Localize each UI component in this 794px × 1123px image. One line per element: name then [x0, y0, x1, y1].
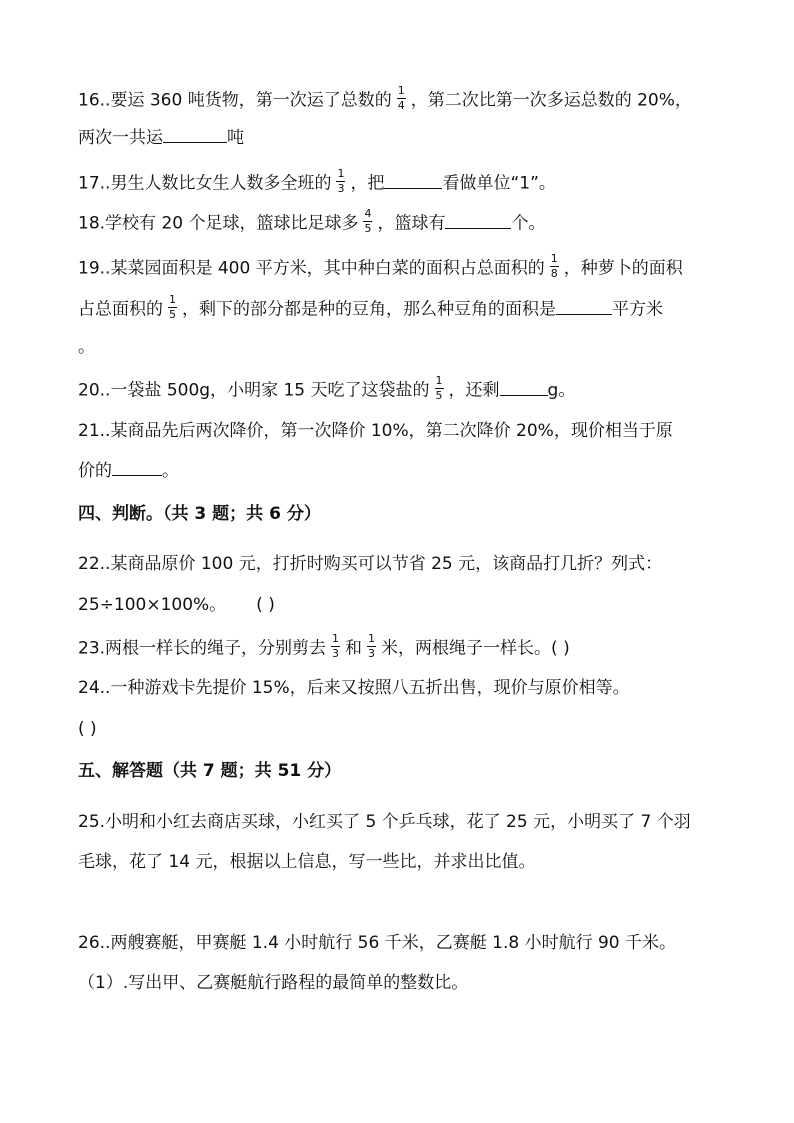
q18-answer-blank[interactable] [445, 212, 511, 229]
q23-text-c: 米，两根绳子一样长。( ) [381, 638, 570, 659]
q16-text-c: 两次一共运 [78, 128, 163, 148]
q18-text-b: ，篮球有 [377, 213, 446, 234]
q22-text-a: 22..某商品原价 100 元，打折时购买可以节省 25 元，该商品打几折？列式： [78, 554, 663, 574]
q17-text-b: ，把 [350, 173, 385, 194]
fraction-one-third: $\frac{1}{3}$ [332, 632, 340, 660]
q23-text-b: 和 [345, 638, 363, 659]
q24-text-a: 24..一种游戏卡先提价 15%，后来又按照八五折出售，现价与原价相等。 [78, 678, 630, 698]
q19-text-c: 占总面积的 [78, 299, 163, 320]
question-18 [78, 207, 546, 237]
q21-answer-blank[interactable] [112, 459, 162, 476]
section-4-heading: 四、判断。（共 3 题；共 6 分） [78, 504, 321, 524]
fraction-one-quarter: $\frac{1}{4}$ [397, 84, 405, 112]
q19-text-a: 19..某菜园面积是 400 平方米，其中种白菜的面积占总面积的 [78, 258, 545, 279]
q21-text-c: 。 [162, 461, 179, 481]
q17-text-c: 看做单位“1”。 [442, 173, 556, 194]
question-24-line-2 [78, 718, 97, 740]
q19-text-f: 。 [78, 337, 95, 357]
question-16-line-1 [78, 84, 692, 114]
question-19-line-3 [78, 336, 95, 358]
q23-text-a: 23.两根一样长的绳子，分别剪去 [78, 638, 327, 659]
question-19-line-1 [78, 252, 683, 282]
question-24-line-1 [78, 677, 630, 699]
question-26-part-1 [78, 972, 468, 994]
fraction-one-third: $\frac{1}{3}$ [337, 167, 345, 195]
q17-text-a: 17..男生人数比女生人数多全班的 [78, 173, 332, 194]
q25-text-a: 25.小明和小红去商店买球，小红买了 5 个乒乓球，花了 25 元，小明买了 7 个羽 [78, 812, 691, 832]
q19-text-d: ，剩下的部分都是种的豆角，那么种豆角的面积是 [182, 299, 556, 320]
q19-text-e: 平方米 [612, 299, 663, 320]
q16-text-d: 吨 [227, 128, 244, 148]
fraction-one-fifth: $\frac{1}{5}$ [169, 293, 176, 321]
q22-answer-parentheses[interactable]: ( ) [256, 595, 275, 615]
q19-answer-blank[interactable] [556, 298, 612, 315]
fraction-one-eighth: $\frac{1}{8}$ [550, 252, 558, 280]
q26-text-a: 26..两艘赛艇，甲赛艇 1.4 小时航行 56 千米，乙赛艇 1.8 小时航行 90 千米。 [78, 933, 677, 953]
q18-text-c: 个。 [511, 213, 546, 234]
question-16-line-2 [78, 126, 244, 149]
question-25-line-1 [78, 811, 691, 833]
question-26-line-1 [78, 932, 676, 954]
section-5-heading: 五、解答题（共 7 题；共 51 分） [78, 761, 342, 781]
q25-text-b: 毛球，花了 14 元，根据以上信息，写一些比，并求出比值。 [78, 852, 536, 872]
question-22-line-1 [78, 553, 662, 575]
question-19-line-2 [78, 293, 663, 323]
question-25-line-2 [78, 851, 535, 873]
q16-answer-blank[interactable] [163, 126, 227, 143]
question-20 [78, 374, 576, 404]
q18-text-a: 18.学校有 20 个足球，篮球比足球多 [78, 213, 359, 234]
fraction-one-fifth: $\frac{1}{5}$ [435, 374, 443, 402]
q20-text-b: ，还剩 [448, 380, 500, 401]
q19-text-b: ，种萝卜的面积 [563, 258, 683, 279]
question-22-line-2 [78, 594, 275, 616]
question-23 [78, 632, 570, 662]
question-17 [78, 167, 556, 197]
q16-text-b: ，第二次比第一次多运总数的 20%， [410, 90, 692, 111]
q21-text-b: 价的 [78, 461, 112, 481]
q24-answer-parentheses[interactable]: ( ) [78, 719, 97, 739]
q20-text-c: g。 [547, 380, 576, 401]
q20-answer-blank[interactable] [500, 379, 548, 396]
q17-answer-blank[interactable] [384, 172, 442, 189]
question-21-line-2 [78, 459, 179, 482]
q21-text-a: 21..某商品先后两次降价，第一次降价 10%，第二次降价 20%，现价相当于原 [78, 421, 673, 441]
question-21-line-1 [78, 420, 673, 442]
fraction-one-third: $\frac{1}{3}$ [368, 632, 376, 660]
fraction-four-fifths: $\frac{4}{5}$ [364, 207, 372, 235]
q20-text-a: 20..一袋盐 500g，小明家 15 天吃了这袋盐的 [78, 380, 430, 401]
q16-text-a: 16..要运 360 吨货物，第一次运了总数的 [78, 90, 392, 111]
q26-text-b: （1）.写出甲、乙赛艇航行路程的最简单的整数比。 [78, 973, 469, 993]
q22-text-b: 25÷100×100%。 [78, 595, 227, 615]
